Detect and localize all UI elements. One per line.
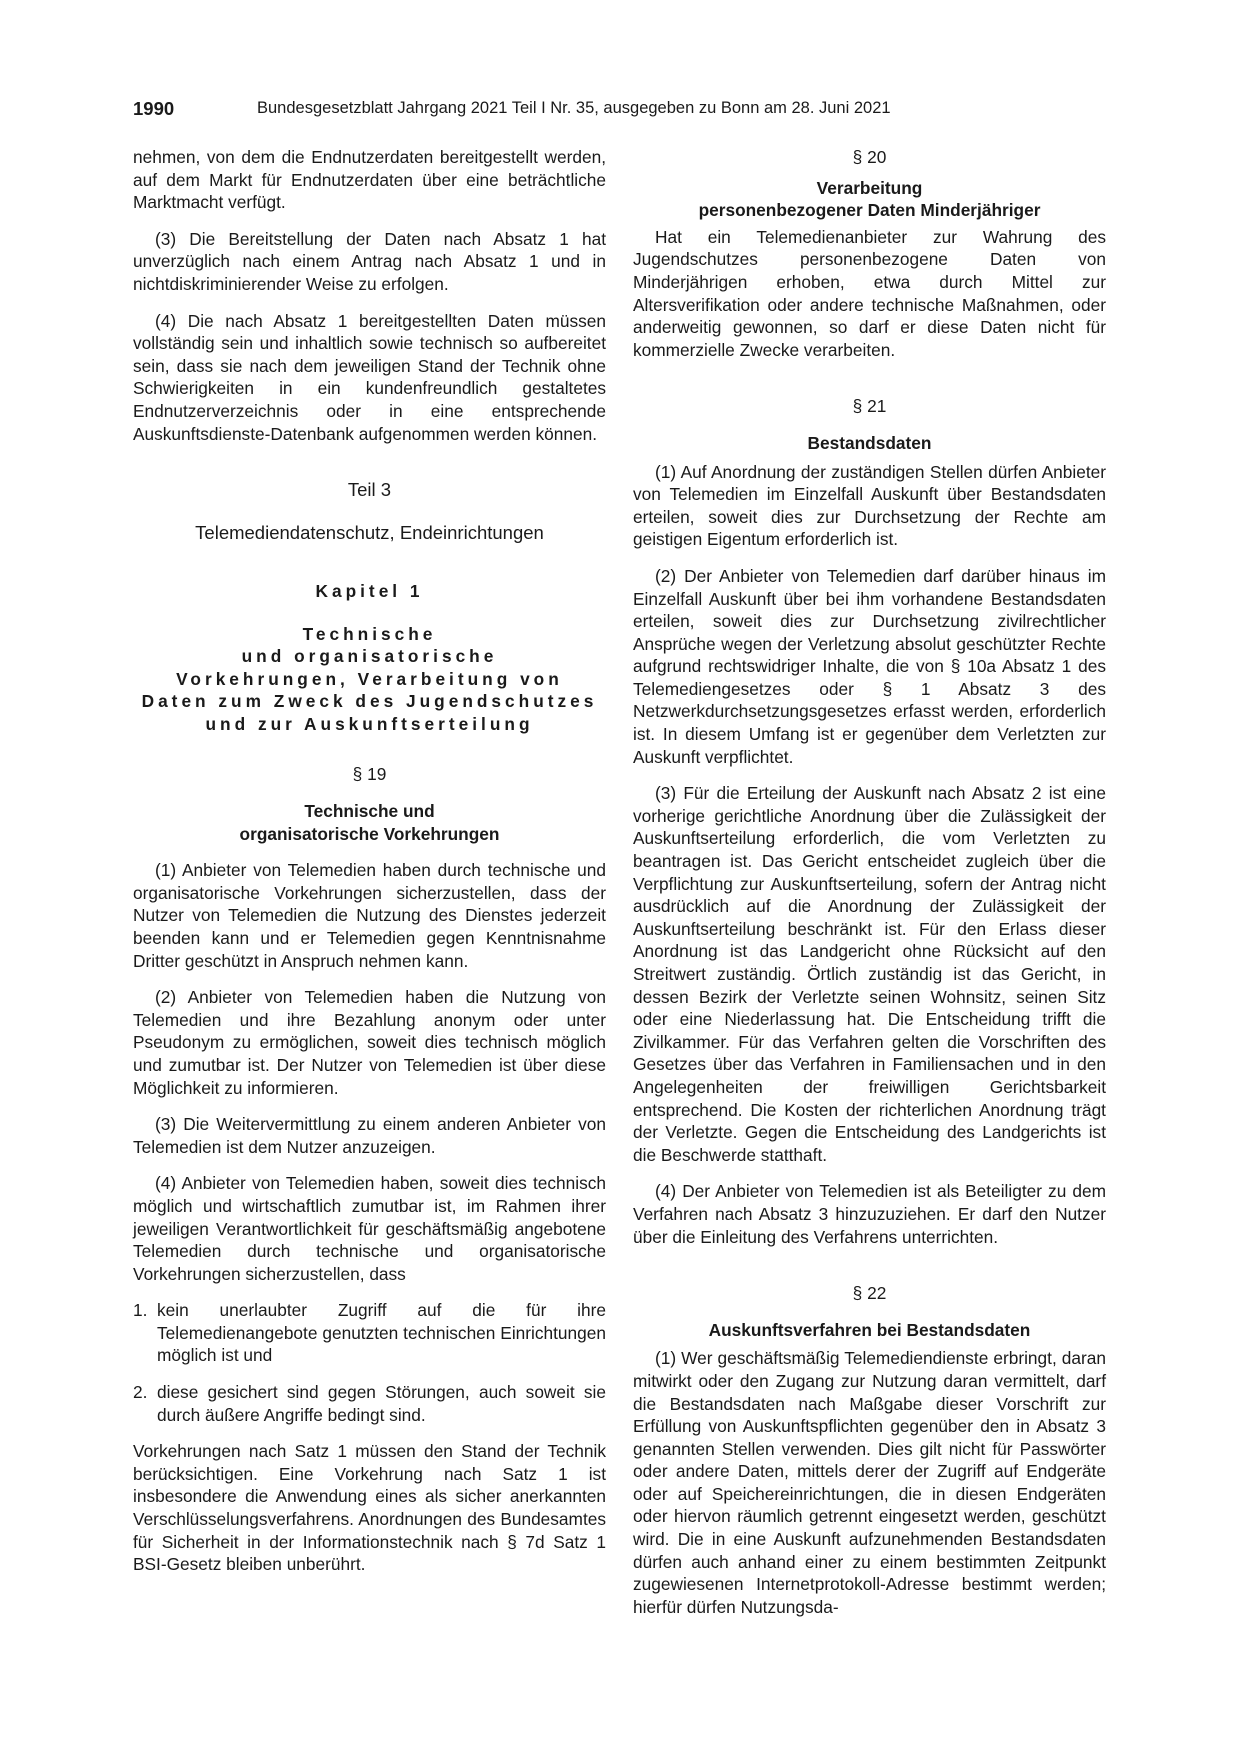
section-21-title: Bestandsdaten: [807, 432, 932, 453]
paragraph-abs3: (3) Die Bereitstellung der Daten nach Absatz 1 hat unverzüglich nach einem Antrag nach Absatz 1 und in nichtdiskriminierender Weise zu erfolgen.: [133, 228, 606, 294]
right-column: [633, 146, 1106, 1632]
section-22-sign: § 22: [852, 1283, 887, 1304]
list-number: 2.: [133, 1382, 148, 1403]
section-title-line: organisatorische Vorkehrungen: [239, 823, 500, 844]
section-19-abs4: (4) Anbieter von Telemedien haben, soweit dies technisch möglich und wirtschaftlich zumutbar ist, im Rahmen ihrer jeweiligen Verantwortlichkeit für geschäftsmäßig angebotene Telemedien durch technische und organisatorische Vorkehrungen sicherzustellen, dass: [133, 1173, 606, 1284]
paragraph-abs4: (4) Die nach Absatz 1 bereitgestellten Daten müssen vollständig sein und inhaltlich sowie technisch so aufbereitet sein, dass sie nach dem jeweiligen Stand der Technik ohne Schwierigkeiten in ein kundenfreundlich gestaltetes Endnutzerverzeichnis oder in eine entsprechende Auskunftsdienste-Datenbank aufgenommen werden können.: [133, 310, 606, 444]
running-head: Bundesgesetzblatt Jahrgang 2021 Teil I Nr. 35, ausgegeben zu Bonn am 28. Juni 2021: [257, 99, 891, 117]
chapter-title-line: Technische: [302, 623, 437, 644]
section-19-title: [133, 800, 606, 845]
left-column: [133, 146, 606, 1590]
section-19-tail: Vorkehrungen nach Satz 1 müssen den Stand der Technik berücksichtigen. Eine Vorkehrung nach Satz 1 ist insbesondere die Anwendung eines als sicher anerkannten Verschlüsselungsverfahrens. Anordnungen des Bundesamtes für Sicherheit in der Informationstechnik nach § 7d Satz 1 BSI-Gesetz bleiben unberührt.: [133, 1441, 606, 1575]
list-number: 1.: [133, 1300, 148, 1321]
chapter-heading: Kapitel 1: [315, 581, 424, 602]
list-text: kein unerlaubter Zugriff auf die für ihre Telemedienangebote genutzten technischen Einrichtungen möglich ist und: [157, 1300, 606, 1366]
chapter-title-line: und zur Auskunftserteilung: [205, 713, 534, 734]
page-header: [133, 98, 1103, 124]
section-21-abs3: (3) Für die Erteilung der Auskunft nach Absatz 2 ist eine vorherige gerichtliche Anordnung über die Zulässigkeit der Auskunftserteilung erforderlich, die vom Verletzten zu beantragen ist. Das Gericht entscheidet zugleich über die Verpflichtung zur Auskunftserteilung, sofern der Antrag nicht ausdrücklich auf die Anordnung der Zulässigkeit der Auskunftserteilung beschränkt ist. Für den Erlass dieser Anordnung ist das Landgericht ohne Rücksicht auf den Streitwert zuständig. Örtlich zuständig ist das Gericht, in dessen Bezirk der Verletzte seinen Wohnsitz, seinen Sitz oder eine Niederlassung hat. Die Entscheidung trifft die Zivilkammer. Für das Verfahren gelten die Vorschriften des Gesetzes über das Verfahren in Familiensachen und in den Angelegenheiten der freiwilligen Gerichtsbarkeit entsprechend. Die Kosten der richterlichen Anordnung trägt der Verletzte. Gegen die Entscheidung des Landgerichts ist die Beschwerde statthaft.: [633, 783, 1106, 1165]
list-text: diese gesichert sind gegen Störungen, auch soweit sie durch äußere Angriffe bedingt sind.: [157, 1382, 606, 1425]
chapter-title-line: Daten zum Zweck des Jugendschutzes: [141, 691, 598, 712]
section-20-title: [633, 177, 1106, 222]
section-20-text: Hat ein Telemedienanbieter zur Wahrung des Jugendschutzes personenbezogene Daten von Minderjährigen erhoben, etwa durch Mittel zur Altersverifikation oder andere technische Maßnahmen, oder anderweitig gewonnen, so darf er diese Daten nicht für kommerzielle Zwecke verarbeiten.: [633, 226, 1106, 360]
section-title-line: Technische und: [304, 801, 435, 821]
section-22-title: Auskunftsverfahren bei Bestandsdaten: [708, 1319, 1031, 1340]
page-number: 1990: [133, 98, 175, 119]
chapter-title-line: Vorkehrungen, Verarbeitung von: [176, 668, 563, 689]
part-heading: Teil 3: [347, 479, 392, 501]
part-title: Telemediendatenschutz, Endeinrichtungen: [195, 521, 544, 543]
section-21-abs2: (2) Der Anbieter von Telemedien darf darüber hinaus im Einzelfall Auskunft über bei ihm vorhandene Bestandsdaten erteilen, soweit dies zur Durchsetzung zivilrechtlicher Ansprüche wegen der Verletzung absolut geschützter Rechte aufgrund rechtswidriger Inhalte, die von § 10a Absatz 1 des Telemediengesetzes oder § 1 Absatz 3 des Netzwerkdurchsetzungsgesetzes erfasst werden, erforderlich ist. In diesem Umfang ist er gegenüber dem Verletzten zur Auskunft verpflichtet.: [633, 565, 1106, 767]
section-19-abs2: (2) Anbieter von Telemedien haben die Nutzung von Telemedien und ihre Bezahlung anonym oder unter Pseudonym zu ermöglichen, soweit dies technisch möglich und zumutbar ist. Der Nutzer von Telemedien ist über diese Möglichkeit zu informieren.: [133, 987, 606, 1098]
section-21-sign: § 21: [852, 396, 887, 417]
chapter-title-line: und organisatorische: [241, 646, 498, 667]
list-item: [133, 1299, 606, 1367]
continued-paragraph: nehmen, von dem die Endnutzerdaten bereitgestellt werden, auf dem Markt für Endnutzerdaten über eine beträchtliche Marktmacht verfügt.: [133, 147, 606, 213]
section-22-abs1: (1) Wer geschäftsmäßig Telemediendienste erbringt, daran mitwirkt oder den Zugang zur Nutzung daran vermittelt, darf die Bestandsdaten nach Maßgabe dieser Vorschrift zur Erfüllung von Auskunftspflichten gegenüber den in Absatz 3 genannten Stellen verwenden. Dies gilt nicht für Passwörter oder andere Daten, mittels derer der Zugriff auf Endgeräte oder auf Speichereinrichtungen, die in diesen Endgeräten oder hiervon räumlich getrennt eingesetzt werden, geschützt wird. Die in eine Auskunft aufzunehmenden Bestandsdaten dürfen auch anhand einer zu einem bestimmten Zeitpunkt zugewiesenen Internetprotokoll-Adresse bestimmt werden; hierfür dürfen Nutzungsda-: [633, 1348, 1106, 1617]
section-title-line: Verarbeitung: [816, 177, 923, 198]
chapter-title: [133, 623, 606, 736]
section-19-abs1: (1) Anbieter von Telemedien haben durch technische und organisatorische Vorkehrungen sicherzustellen, dass der Nutzer von Telemedien die Nutzung des Dienstes jederzeit beenden kann und er Telemedien gegen Kenntnisnahme Dritter geschützt in Anspruch nehmen kann.: [133, 860, 606, 971]
section-19-sign: § 19: [352, 764, 387, 785]
section-19-abs3: (3) Die Weitervermittlung zu einem anderen Anbieter von Telemedien ist dem Nutzer anzuzeigen.: [133, 1114, 606, 1157]
section-21-abs1: (1) Auf Anordnung der zuständigen Stellen dürfen Anbieter von Telemedien im Einzelfall Auskunft über Bestandsdaten erteilen, soweit dies zur Durchsetzung der Rechte am geistigen Eigentum erforderlich ist.: [633, 461, 1106, 550]
list-item: [133, 1381, 606, 1426]
section-21-abs4: (4) Der Anbieter von Telemedien ist als Beteiligter zu dem Verfahren nach Absatz 3 hinzuzuziehen. Er darf den Nutzer über die Einleitung des Verfahrens unterrichten.: [633, 1181, 1106, 1247]
section-20-sign: § 20: [852, 147, 887, 167]
section-title-line: personenbezogener Daten Minderjähriger: [698, 200, 1041, 221]
